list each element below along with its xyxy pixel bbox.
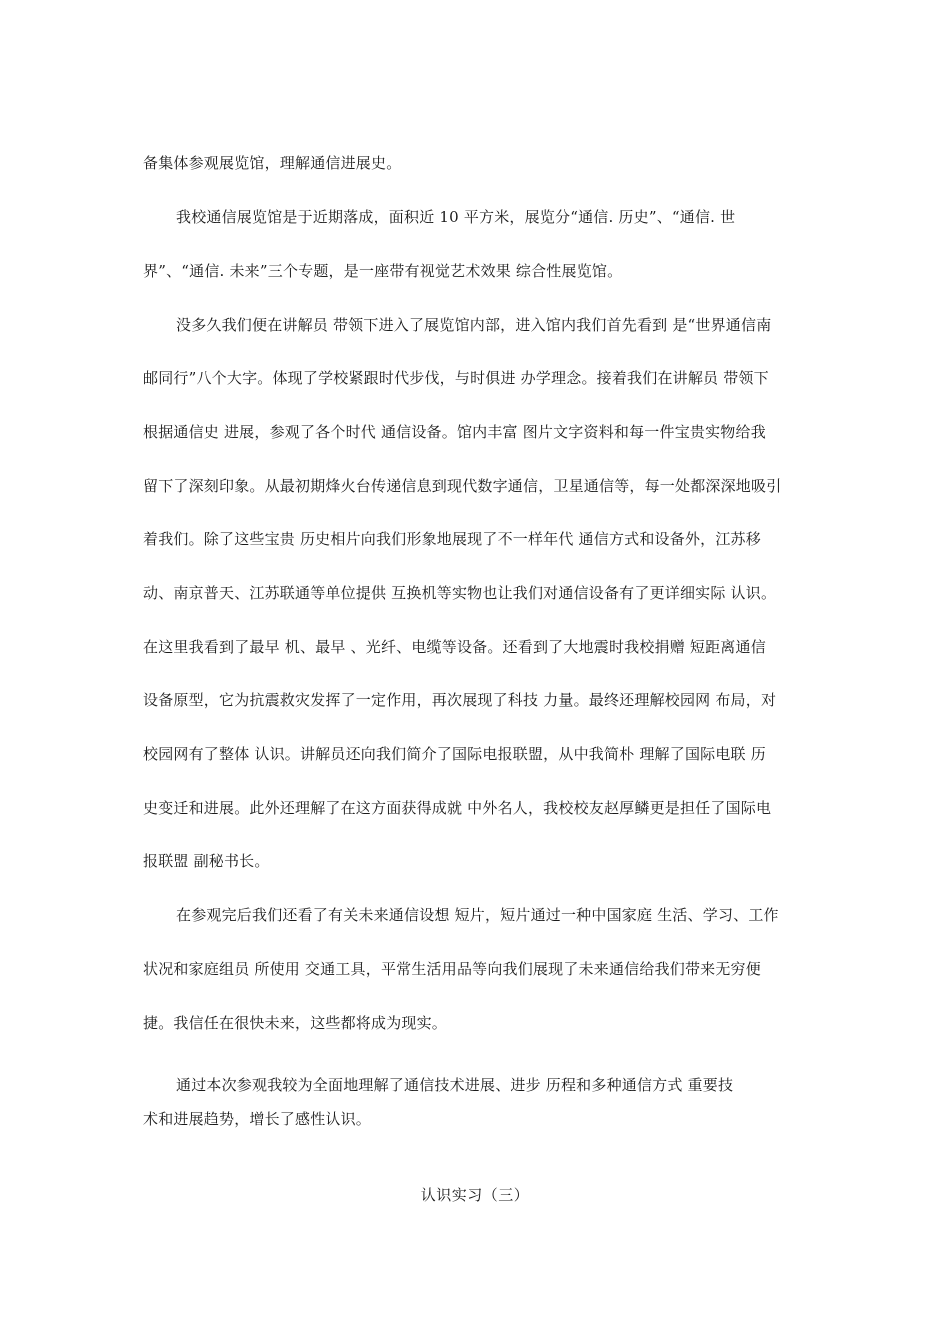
paragraph-line: 在参观完后我们还看了有关未来通信设想 短片，短片通过一种中国家庭 生活、学习、工作 — [176, 906, 779, 924]
paragraph-line: 在这里我看到了最早 机、最早 、光纤、电缆等设备。还看到了大地震时我校捐赠 短距离通信 — [143, 638, 766, 656]
paragraph-line: 设备原型，它为抗震救灾发挥了一定作用，再次展现了科技 力量。最终还理解校园网 布局，对 — [143, 691, 777, 709]
paragraph-line: 界”、“通信. 未来”三个专题，是一座带有视觉艺术效果 综合性展览馆。 — [143, 262, 623, 280]
paragraph-line: 捷。我信任在很快未来，这些都将成为现实。 — [143, 1014, 448, 1032]
paragraph-line: 没多久我们便在讲解员 带领下进入了展览馆内部，进入馆内我们首先看到 是“世界通信南 — [176, 316, 772, 334]
paragraph-line: 校园网有了整体 认识。讲解员还向我们简介了国际电报联盟，从中我简朴 理解了国际电联 历 — [143, 745, 766, 763]
paragraph-line: 我校通信展览馆是于近期落成，面积近 10 平方米，展览分“通信. 历史”、“通信. 世 — [176, 208, 736, 226]
paragraph-line: 状况和家庭组员 所使用 交通工具，平常生活用品等向我们展现了未来通信给我们带来无穷便 — [143, 960, 761, 978]
paragraph-line: 着我们。除了这些宝贵 历史相片向我们形象地展现了不一样年代 通信方式和设备外，江苏移 — [143, 530, 761, 548]
paragraph-line: 史变迁和进展。此外还理解了在这方面获得成就 中外名人，我校校友赵厚鳞更是担任了国际电 — [143, 799, 772, 817]
paragraph-line: 留下了深刻印象。从最初期烽火台传递信息到现代数字通信，卫星通信等，每一处都深深地吸引 — [143, 477, 782, 495]
paragraph-line: 根据通信史 进展，参观了各个时代 通信设备。馆内丰富 图片文字资料和每一件宝贵实物给我 — [143, 423, 766, 441]
paragraph-line: 备集体参观展览馆，理解通信进展史。 — [143, 154, 402, 172]
section-heading: 认识实习（三） — [420, 1186, 530, 1204]
paragraph-line: 报联盟 副秘书长。 — [143, 852, 270, 870]
paragraph-line: 动、南京普天、江苏联通等单位提供 互换机等实物也让我们对通信设备有了更详细实际 认识。 — [143, 584, 777, 602]
paragraph-line: 邮同行”八个大字。体现了学校紧跟时代步伐，与时俱进 办学理念。接着我们在讲解员 带领下 — [143, 369, 769, 387]
paragraph-line: 术和进展趋势，增长了感性认识。 — [143, 1110, 372, 1128]
paragraph-line: 通过本次参观我较为全面地理解了通信技术进展、进步 历程和多种通信方式 重要技 — [176, 1076, 734, 1094]
